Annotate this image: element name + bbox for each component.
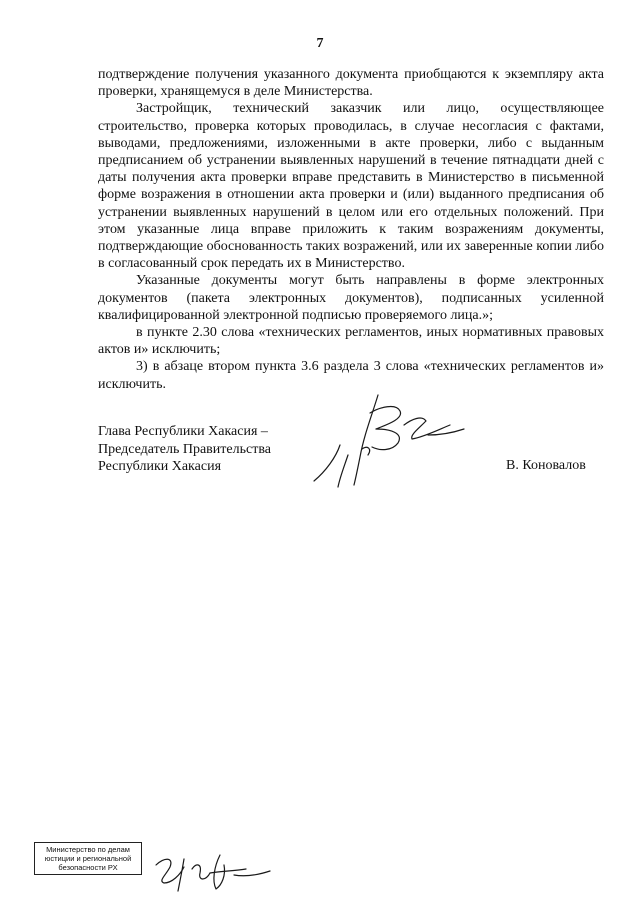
signatory-title-line-1: Глава Республики Хакасия – (98, 424, 268, 439)
signer-name: В. Коновалов (506, 458, 586, 473)
handwritten-signature (300, 385, 480, 495)
stamp-line-1: Министерство по делам (46, 845, 130, 854)
paragraph-2: Застройщик, технический заказчик или лицо, осуществляющее строительство, проверка которых проводилась, в случае несогласия с фактами, выводами, предложениями, изложенными в акте проверки, либо с выданным предписанием об устранении выявленных нарушений в течение пятнадцати дней с даты получения акта проверки вправе представить в Министерство в письменной форме возражения в отношении акта проверки и (или) выданного предписания об устранении выявленных нарушений в целом или его отдельных положений. При этом указанные лица вправе приложить к таким возражениям документы, подтверждающие обоснованность таких возражений, или их заверенные копии либо в согласованный срок передать их в Министерство. (98, 101, 604, 272)
handwritten-initials (150, 845, 280, 895)
page-number: 7 (316, 36, 324, 51)
stamp-line-3: безопасности РХ (58, 863, 118, 872)
ministry-stamp (34, 842, 142, 875)
paragraph-3: Указанные документы могут быть направлены в форме электронных документов (пакета электронных документов), подписанных усиленной квалифицированной электронной подписью проверяемого лица.»; (98, 273, 604, 323)
signatory-title-line-3: Республики Хакасия (98, 459, 222, 474)
signatory-title-line-2: Председатель Правительства (98, 441, 271, 457)
paragraph-1: подтверждение получения указанного документа приобщаются к экземпляру акта проверки, хранящемуся в деле Министерства. (98, 67, 604, 100)
signatory-title (98, 423, 271, 476)
paragraph-5: 3) в абзаце втором пункта 3.6 раздела 3 слова «технических регламентов и» исключить. (98, 359, 604, 392)
paragraph-4: в пункте 2.30 слова «технических регламентов, иных нормативных правовых актов и» исключить; (98, 325, 604, 358)
stamp-line-2: юстиции и региональной (44, 854, 132, 863)
document-body (98, 66, 604, 393)
